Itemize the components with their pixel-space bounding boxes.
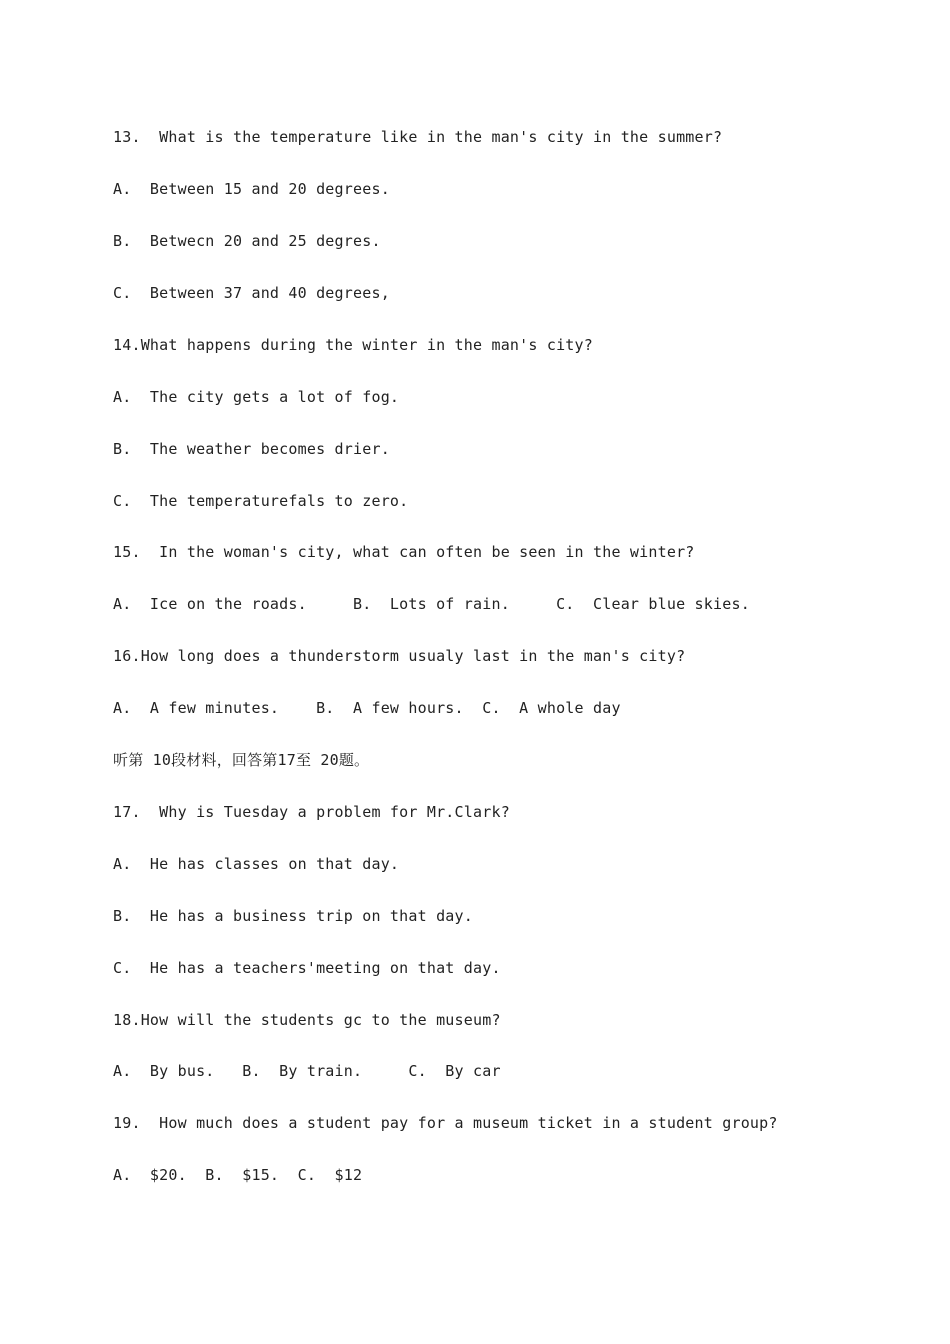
option-13-b: B. Betwecn 20 and 25 degres. [113,232,381,250]
option-14-c: C. The temperaturefals to zero. [113,492,409,510]
option-17-c: C. He has a teachers'meeting on that day. [113,959,501,977]
question-16: 16.How long does a thunderstorm usualy last in the man's city? [113,647,686,665]
option-13-c: C. Between 37 and 40 degrees, [113,284,390,302]
question-14: 14.What happens during the winter in the man's city? [113,336,593,354]
question-15: 15. In the woman's city, what can often be seen in the winter? [113,543,695,561]
option-14-a: A. The city gets a lot of fog. [113,388,400,406]
question-13: 13. What is the temperature like in the man's city in the summer? [113,128,723,146]
options-19: A. $20. B. $15. C. $12 [113,1166,363,1184]
option-17-a: A. He has classes on that day. [113,855,400,873]
section-instruction: 听第 10段材料，回答第17至 20题。 [113,751,370,769]
option-17-b: B. He has a business trip on that day. [113,907,473,925]
question-17: 17. Why is Tuesday a problem for Mr.Clark? [113,803,510,821]
options-15: A. Ice on the roads. B. Lots of rain. C. Clear blue skies. [113,595,750,613]
question-19: 19. How much does a student pay for a museum ticket in a student group? [113,1114,778,1132]
options-18: A. By bus. B. By train. C. By car [113,1062,501,1080]
option-14-b: B. The weather becomes drier. [113,440,390,458]
option-13-a: A. Between 15 and 20 degrees. [113,180,390,198]
question-18: 18.How will the students gc to the museum? [113,1011,501,1029]
options-16: A. A few minutes. B. A few hours. C. A whole day [113,699,621,717]
